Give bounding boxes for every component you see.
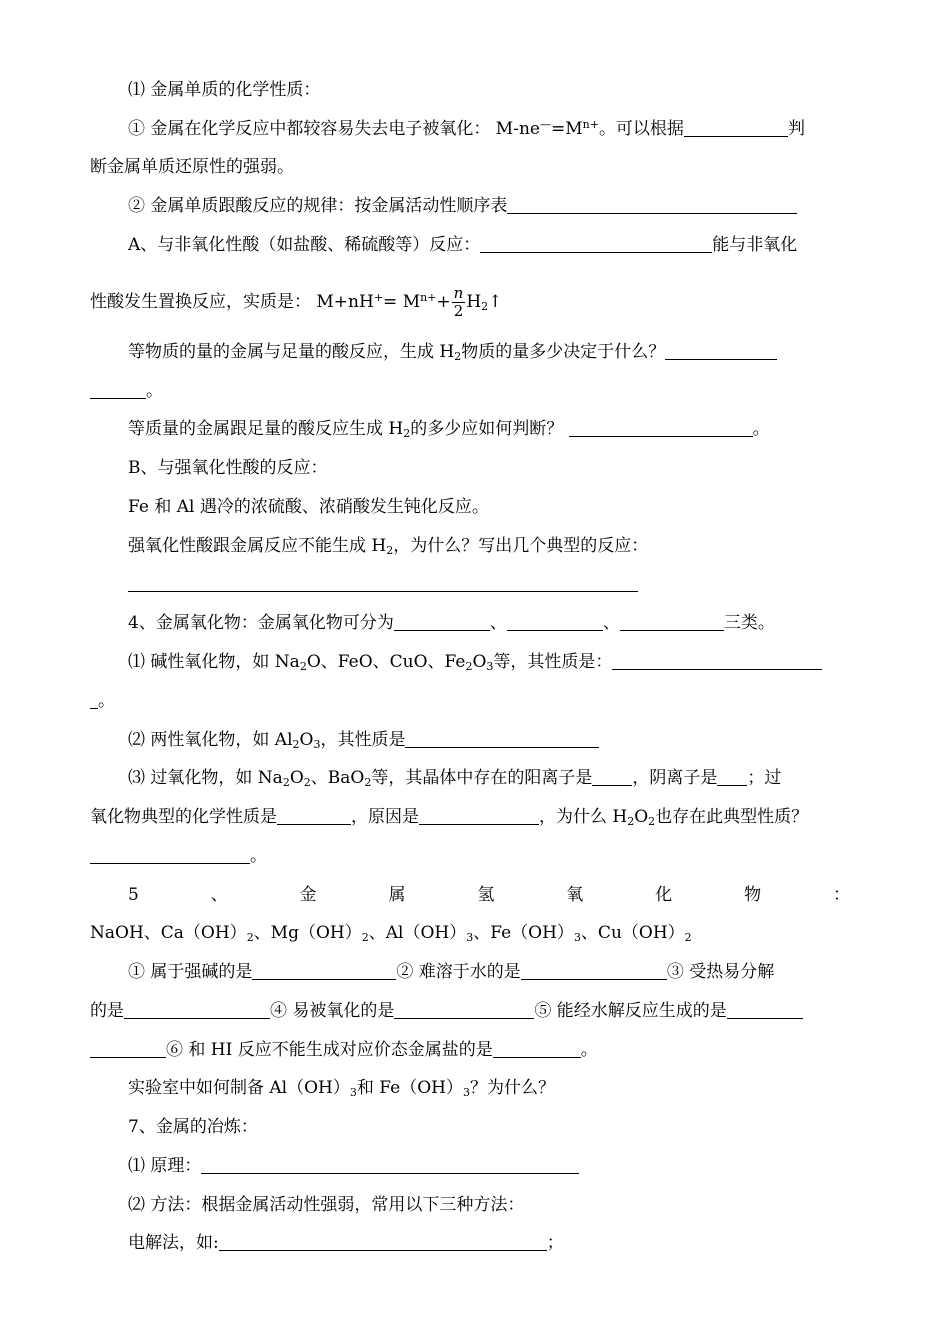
blank[interactable]: [394, 613, 490, 631]
blank[interactable]: [727, 1001, 803, 1019]
blank[interactable]: [201, 1156, 579, 1174]
blank[interactable]: [569, 419, 753, 437]
line-peroxides-2: 氧化物典型的化学性质是 ，原因是 ，为什么 $H_2O_2$也存在此典型性质？: [90, 807, 809, 828]
blank[interactable]: [592, 768, 632, 786]
blank[interactable]: [480, 235, 712, 253]
line-metal-oxides: 4、金属氧化物：金属氧化物可分为 、 、 三类。: [128, 613, 775, 633]
blank[interactable]: [493, 1040, 581, 1058]
blank[interactable]: [90, 846, 250, 864]
blank[interactable]: [277, 807, 351, 825]
line-oxidation-2: 断金属单质还原性的强弱。: [90, 157, 294, 177]
fraction-n-over-2: $\frac{n}{2}$: [453, 284, 464, 320]
line-peroxides-end: 。: [90, 844, 860, 868]
line-peroxides: ⑶ 过氧化物，如 $Na_2O_2$、BaO$_2$等，其晶体中存在的阳离子是 ，阴离子是 ；过: [128, 768, 782, 789]
line-oxidation-1: ① 金属在化学反应中都较容易失去电子被氧化： $M-ne^—=M^{n+}$。可以根据 判: [128, 118, 805, 139]
blank[interactable]: [405, 730, 599, 748]
line-hydroxides-q2: 的是 ④ 易被氧化的是 ⑤ 能经水解反应生成的是: [90, 999, 860, 1023]
blank[interactable]: [521, 962, 667, 980]
line-equal-moles-q: 等物质的量的金属与足量的酸反应，生成 $H_2$物质的量多少决定于什么？: [128, 340, 860, 364]
blank[interactable]: [665, 342, 777, 360]
blank[interactable]: [128, 574, 638, 592]
blank[interactable]: [684, 119, 788, 137]
line-basic-oxides-end: 。: [90, 689, 860, 713]
blank[interactable]: [620, 613, 724, 631]
blank[interactable]: [612, 652, 822, 670]
line-lab-preparation: 实验室中如何制备 $Al(OH)_3$和 $Fe(OH)_3$？为什么？: [128, 1078, 555, 1099]
blank[interactable]: [219, 1233, 547, 1251]
line-methods: ⑵ 方法：根据金属活动性强弱，常用以下三种方法：: [128, 1195, 525, 1215]
blank[interactable]: [90, 691, 98, 709]
line-metal-smelting: 7、金属的冶炼：: [128, 1117, 258, 1137]
blank[interactable]: [507, 196, 797, 214]
blank[interactable]: [252, 962, 396, 980]
blank[interactable]: [419, 807, 539, 825]
line-hydroxides-q3: ⑥ 和 HI 反应不能生成对应价态金属盐的是 。: [90, 1038, 860, 1062]
line-nonoxidizing-acid: A、与非氧化性酸（如盐酸、稀硫酸等）反应： 能与非氧化: [128, 235, 798, 255]
line-no-hydrogen-q: 强氧化性酸跟金属反应不能生成 $H_2$，为什么？写出几个典型的反应：: [128, 536, 649, 557]
line-displacement-equation: 性酸发生置换反应，实质是： $M+nH^+= M^{n+}+$ $\frac{n}{2}$ $H_2↑$: [90, 284, 503, 320]
line-answer-blank: [128, 572, 860, 596]
line-electrolysis: 电解法，如: ；: [128, 1233, 564, 1253]
blank[interactable]: [717, 768, 747, 786]
line-basic-oxides: ⑴ 碱性氧化物，如 $Na_2O$、FeO、CuO、$Fe_2O_3$等，其性质是：: [128, 650, 860, 674]
line-principle: ⑴ 原理：: [128, 1154, 860, 1178]
line-hydroxides-heading: 5 、 金 属 氢 氧 化 物 ：: [128, 885, 850, 905]
blank[interactable]: [507, 613, 603, 631]
line-passivation: Fe 和 Al 遇冷的浓硫酸、浓硝酸发生钝化反应。: [128, 497, 489, 517]
line-equal-mass-q: 等质量的金属跟足量的酸反应生成 $H_2$的多少应如何判断？ 。: [128, 419, 770, 440]
line-hydroxides-list: NaOH、$Ca(OH)_2$、$Mg(OH)_2$、$Al(OH)_3$、$Fe(OH)_3$、$Cu(OH)_2$: [90, 923, 692, 944]
line-amphoteric-oxides: ⑵ 两性氧化物，如 $Al_2O_3$，其性质是: [128, 728, 860, 752]
line-equal-moles-q-end: 。: [90, 379, 860, 403]
blank[interactable]: [124, 1001, 270, 1019]
line-acid-rule: ② 金属单质跟酸反应的规律：按金属活动性顺序表: [128, 194, 860, 218]
blank[interactable]: [90, 381, 146, 399]
line-hydroxides-q1: ① 属于强碱的是 ② 难溶于水的是 ③ 受热易分解: [128, 962, 775, 982]
line-strong-oxidizing-acid: B、与强氧化性酸的反应：: [128, 458, 328, 478]
blank[interactable]: [394, 1001, 534, 1019]
blank[interactable]: [90, 1040, 166, 1058]
line-metal-chemical-properties: ⑴ 金属单质的化学性质：: [128, 80, 321, 100]
